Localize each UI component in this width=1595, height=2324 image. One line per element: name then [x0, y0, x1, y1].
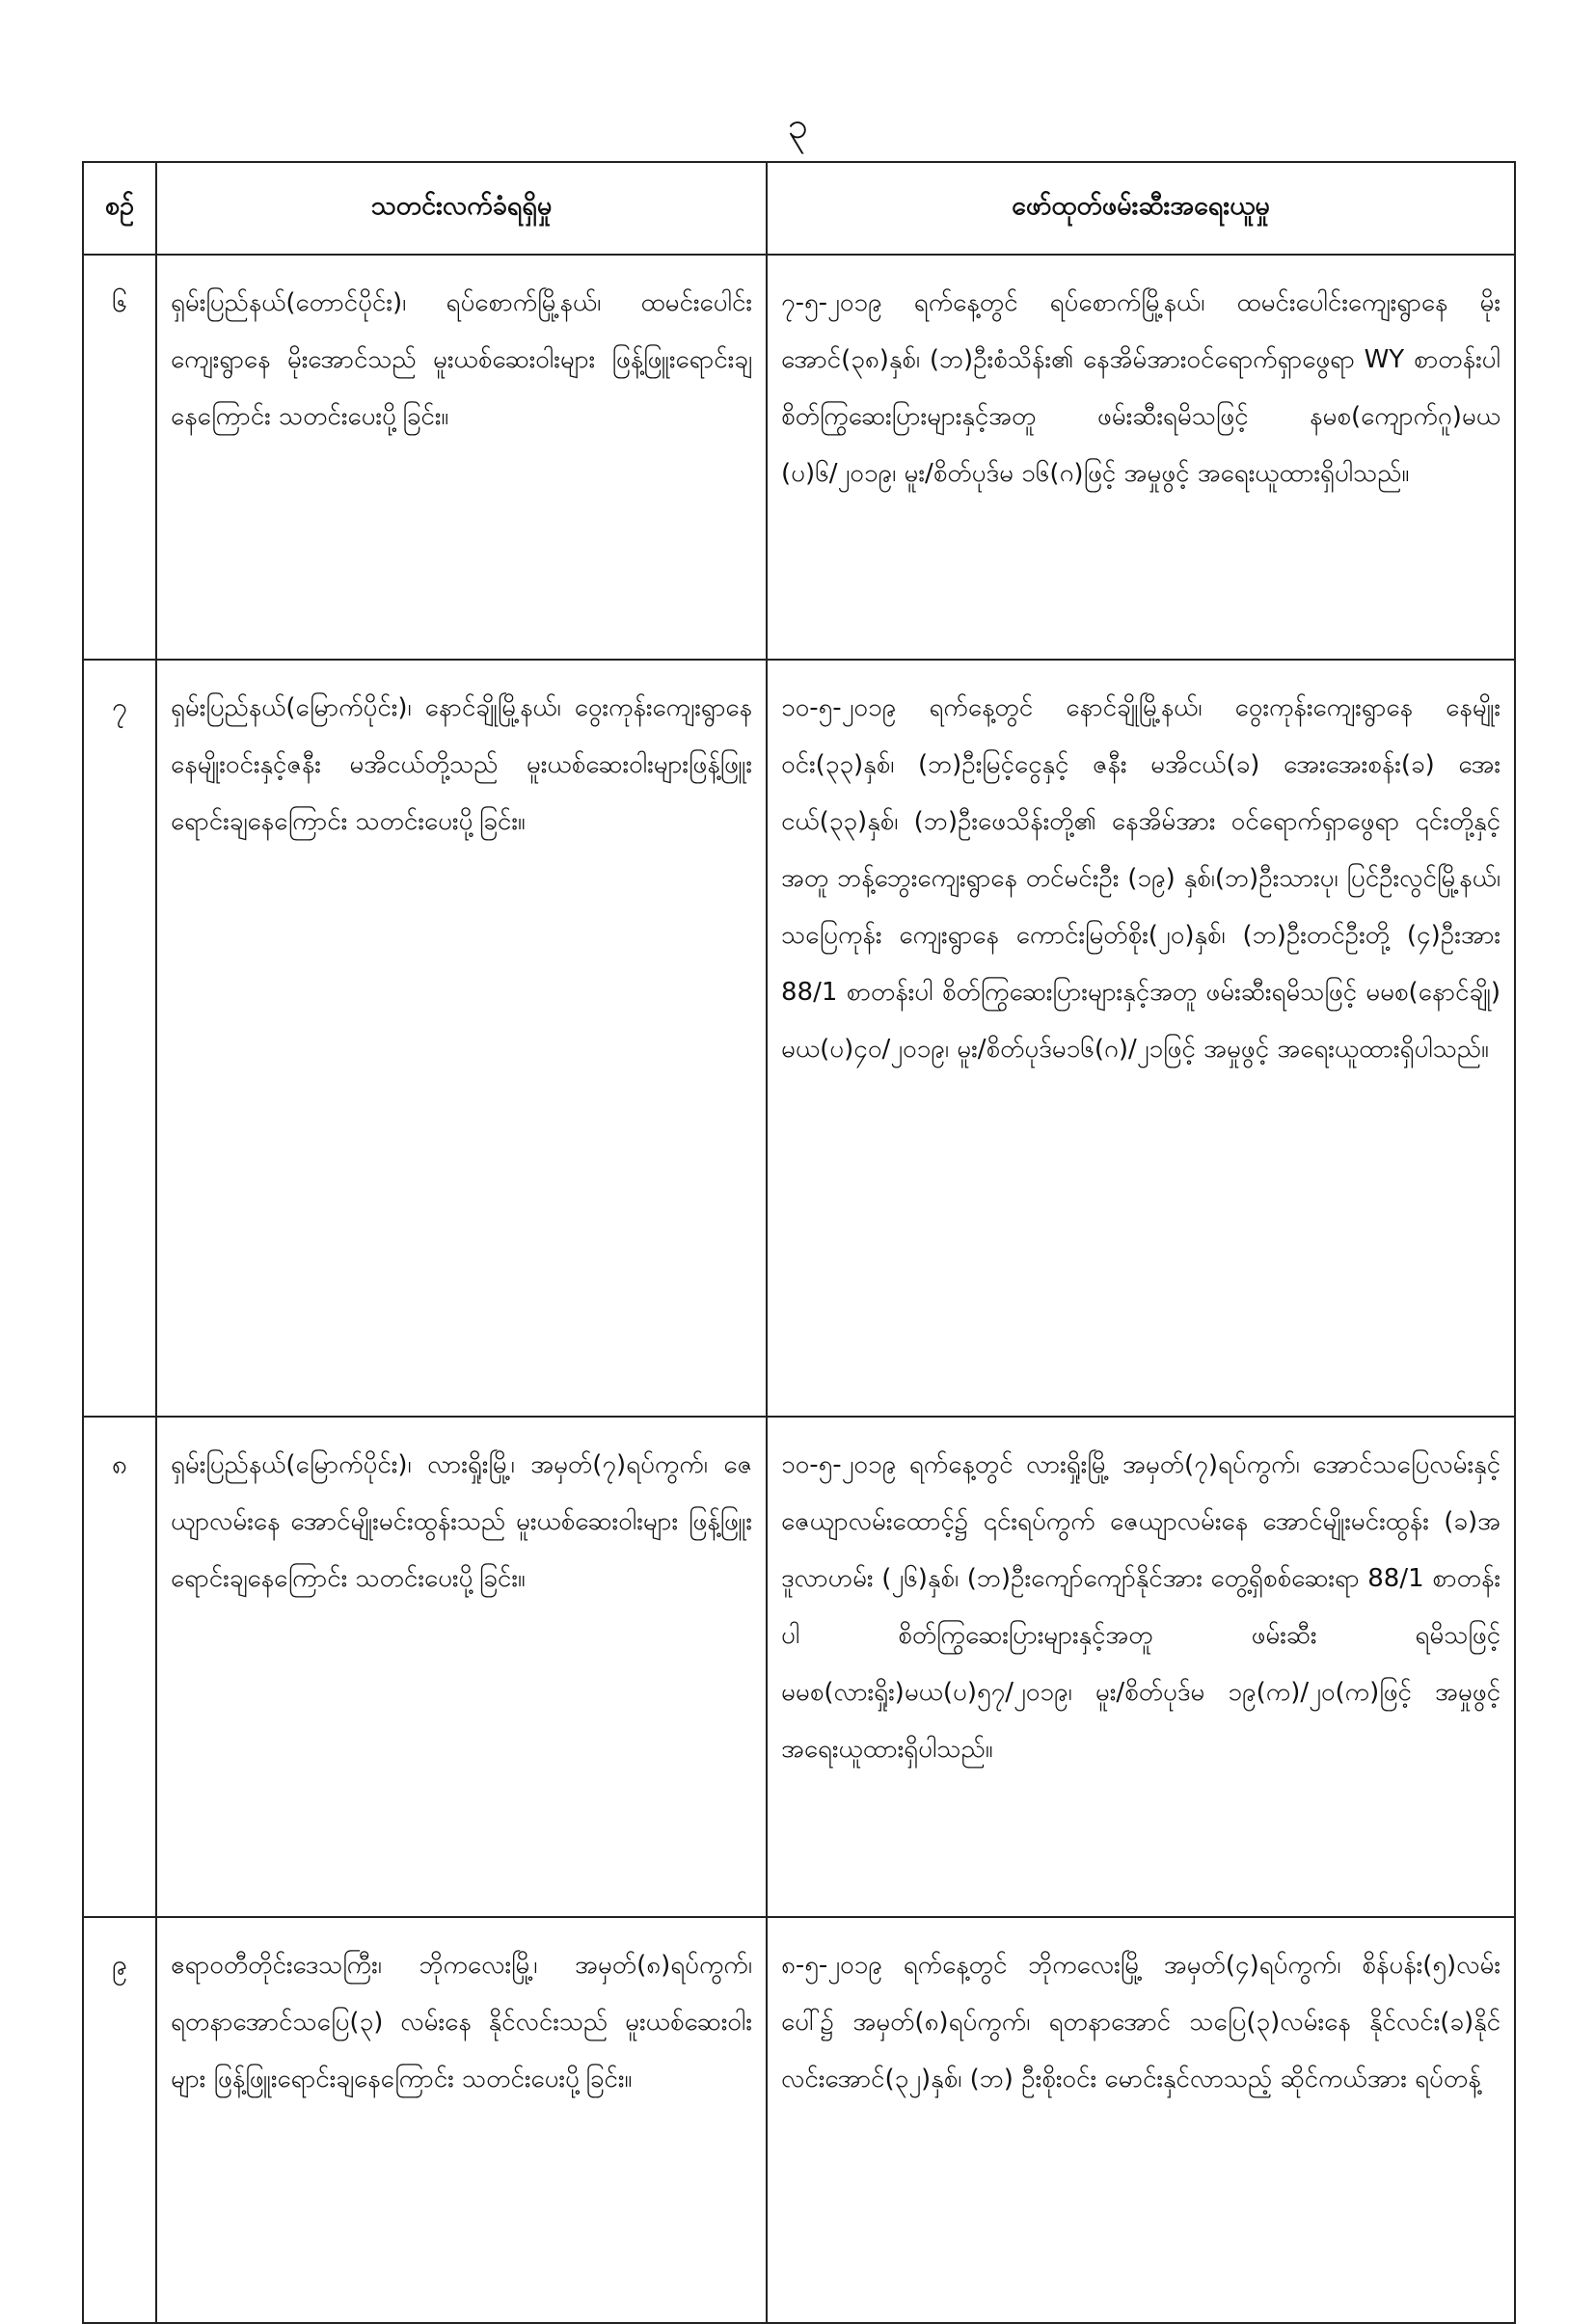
- table-row: [83, 255, 1515, 660]
- header-action: ဖော်ထုတ်ဖမ်းဆီးအရေးယူမှု: [767, 162, 1515, 255]
- table-header-row: [83, 162, 1515, 255]
- table-row: [83, 1917, 1515, 2323]
- row-action: ၁၀-၅-၂၀၁၉ ရက်နေ့တွင် နောင်ချိုမြို့နယ်၊ ဝွေးကုန်းကျေးရွာနေ နေမျိုးဝင်း(၃၃)နှစ်၊ (ဘ)ဦးမြင့်ငွေနှင့် ဇနီး မအိငယ်(ခ) အေးအေးစန်း(ခ) အေးငယ်(၃၃)နှစ်၊ (ဘ)ဦးဖေသိန်းတို့၏ နေအိမ်အား ဝင်ရောက်ရှာဖွေရာ ၎င်းတို့နှင့်အတူ ဘန့်ဘွေးကျေးရွာနေ တင်မင်းဦး (၁၉) နှစ်၊(ဘ)ဦးသားပု၊ ပြင်ဦးလွင်မြို့နယ်၊ သပြေကုန်း ကျေးရွာနေ ကောင်းမြတ်စိုး(၂၀)နှစ်၊ (ဘ)ဦးတင်ဦးတို့ (၄)ဦးအား 88/1 စာတန်းပါ စိတ်ကြွဆေးပြားများနှင့်အတူ ဖမ်းဆီးရမိသဖြင့် မမစ(နောင်ချို) မယ(ပ)၄၀/၂၀၁၉၊ မူး/စိတ်ပုဒ်မ၁၆(ဂ)/၂၁ဖြင့် အမှုဖွင့် အရေးယူထားရှိပါသည်။: [767, 660, 1515, 1417]
- header-serial: စဉ်: [83, 162, 156, 255]
- row-action: ၁၀-၅-၂၀၁၉ ရက်နေ့တွင် လားရှိုးမြို့ အမှတ်(၇)ရပ်ကွက်၊ အောင်သပြေလမ်းနှင့် ဇေယျာလမ်းထောင့်၌ ၎င်းရပ်ကွက် ဇေယျာလမ်းနေ အောင်မျိုးမင်းထွန်း (ခ)အဒူလာဟမ်း (၂၆)နှစ်၊ (ဘ)ဦးကျော်ကျော်နိုင်အား တွေ့ရှိစစ်ဆေးရာ 88/1 စာတန်းပါ စိတ်ကြွဆေးပြားများနှင့်အတူ ဖမ်းဆီး ရမိသဖြင့် မမစ(လားရှိုး)မယ(ပ)၅၇/၂၀၁၉၊ မူး/စိတ်ပုဒ်မ ၁၉(က)/၂၀(က)ဖြင့် အမှုဖွင့်အရေးယူထားရှိပါသည်။: [767, 1417, 1515, 1917]
- row-serial: ၆: [83, 255, 156, 660]
- row-report: ရှမ်းပြည်နယ်(မြောက်ပိုင်း)၊ နောင်ချိုမြို့နယ်၊ ဝွေးကုန်းကျေးရွာနေ နေမျိုးဝင်းနှင့်ဇနီး မအိငယ်တို့သည် မူးယစ်ဆေးဝါးများဖြန့်ဖြူး ရောင်းချနေကြောင်း သတင်းပေးပို့ခြင်း။: [156, 660, 767, 1417]
- row-serial: ၉: [83, 1917, 156, 2323]
- header-report: သတင်းလက်ခံရရှိမှု: [156, 162, 767, 255]
- row-action: ၈-၅-၂၀၁၉ ရက်နေ့တွင် ဘိုကလေးမြို့ အမှတ်(၄)ရပ်ကွက်၊ စိန်ပန်း(၅)လမ်းပေါ်၌ အမှတ်(၈)ရပ်ကွက်၊ ရတနာအောင် သပြေ(၃)လမ်းနေ နိုင်လင်း(ခ)နိုင်လင်းအောင်(၃၂)နှစ်၊ (ဘ) ဦးစိုးဝင်း မောင်းနှင်လာသည့် ဆိုင်ကယ်အား ရပ်တန့်: [767, 1917, 1515, 2323]
- row-action: ၇-၅-၂၀၁၉ ရက်နေ့တွင် ရပ်စောက်မြို့နယ်၊ ထမင်းပေါင်းကျေးရွာနေ မိုးအောင်(၃၈)နှစ်၊ (ဘ)ဦးစံသိန်း၏ နေအိမ်အားဝင်ရောက်ရှာဖွေရာ WY စာတန်းပါ စိတ်ကြွဆေးပြားများနှင့်အတူ ဖမ်းဆီးရမိသဖြင့် နမစ(ကျောက်ဂူ)မယ (ပ)၆/၂၀၁၉၊ မူး/စိတ်ပုဒ်မ ၁၆(ဂ)ဖြင့် အမှုဖွင့် အရေးယူထားရှိပါသည်။: [767, 255, 1515, 660]
- row-serial: ၇: [83, 660, 156, 1417]
- row-serial: ၈: [83, 1417, 156, 1917]
- row-report: ဧရာဝတီတိုင်းဒေသကြီး၊ ဘိုကလေးမြို့၊ အမှတ်(၈)ရပ်ကွက်၊ ရတနာအောင်သပြေ(၃) လမ်းနေ နိုင်လင်းသည် မူးယစ်ဆေးဝါးများ ဖြန့်ဖြူးရောင်းချနေကြောင်း သတင်းပေးပို့ခြင်း။: [156, 1917, 767, 2323]
- row-report: ရှမ်းပြည်နယ်(မြောက်ပိုင်း)၊ လားရှိုးမြို့၊ အမှတ်(၇)ရပ်ကွက်၊ ဇေယျာလမ်းနေ အောင်မျိုးမင်းထွန်းသည် မူးယစ်ဆေးဝါးများ ဖြန့်ဖြူးရောင်းချနေကြောင်း သတင်းပေးပို့ခြင်း။: [156, 1417, 767, 1917]
- report-table: [82, 161, 1516, 2324]
- table-row: [83, 660, 1515, 1417]
- page-number: ၃: [787, 104, 808, 147]
- table-row: [83, 1417, 1515, 1917]
- row-report: ရှမ်းပြည်နယ်(တောင်ပိုင်း)၊ ရပ်စောက်မြို့နယ်၊ ထမင်းပေါင်းကျေးရွာနေ မိုးအောင်သည် မူးယစ်ဆေးဝါးများ ဖြန့်ဖြူးရောင်းချနေကြောင်း သတင်းပေးပို့ခြင်း။: [156, 255, 767, 660]
